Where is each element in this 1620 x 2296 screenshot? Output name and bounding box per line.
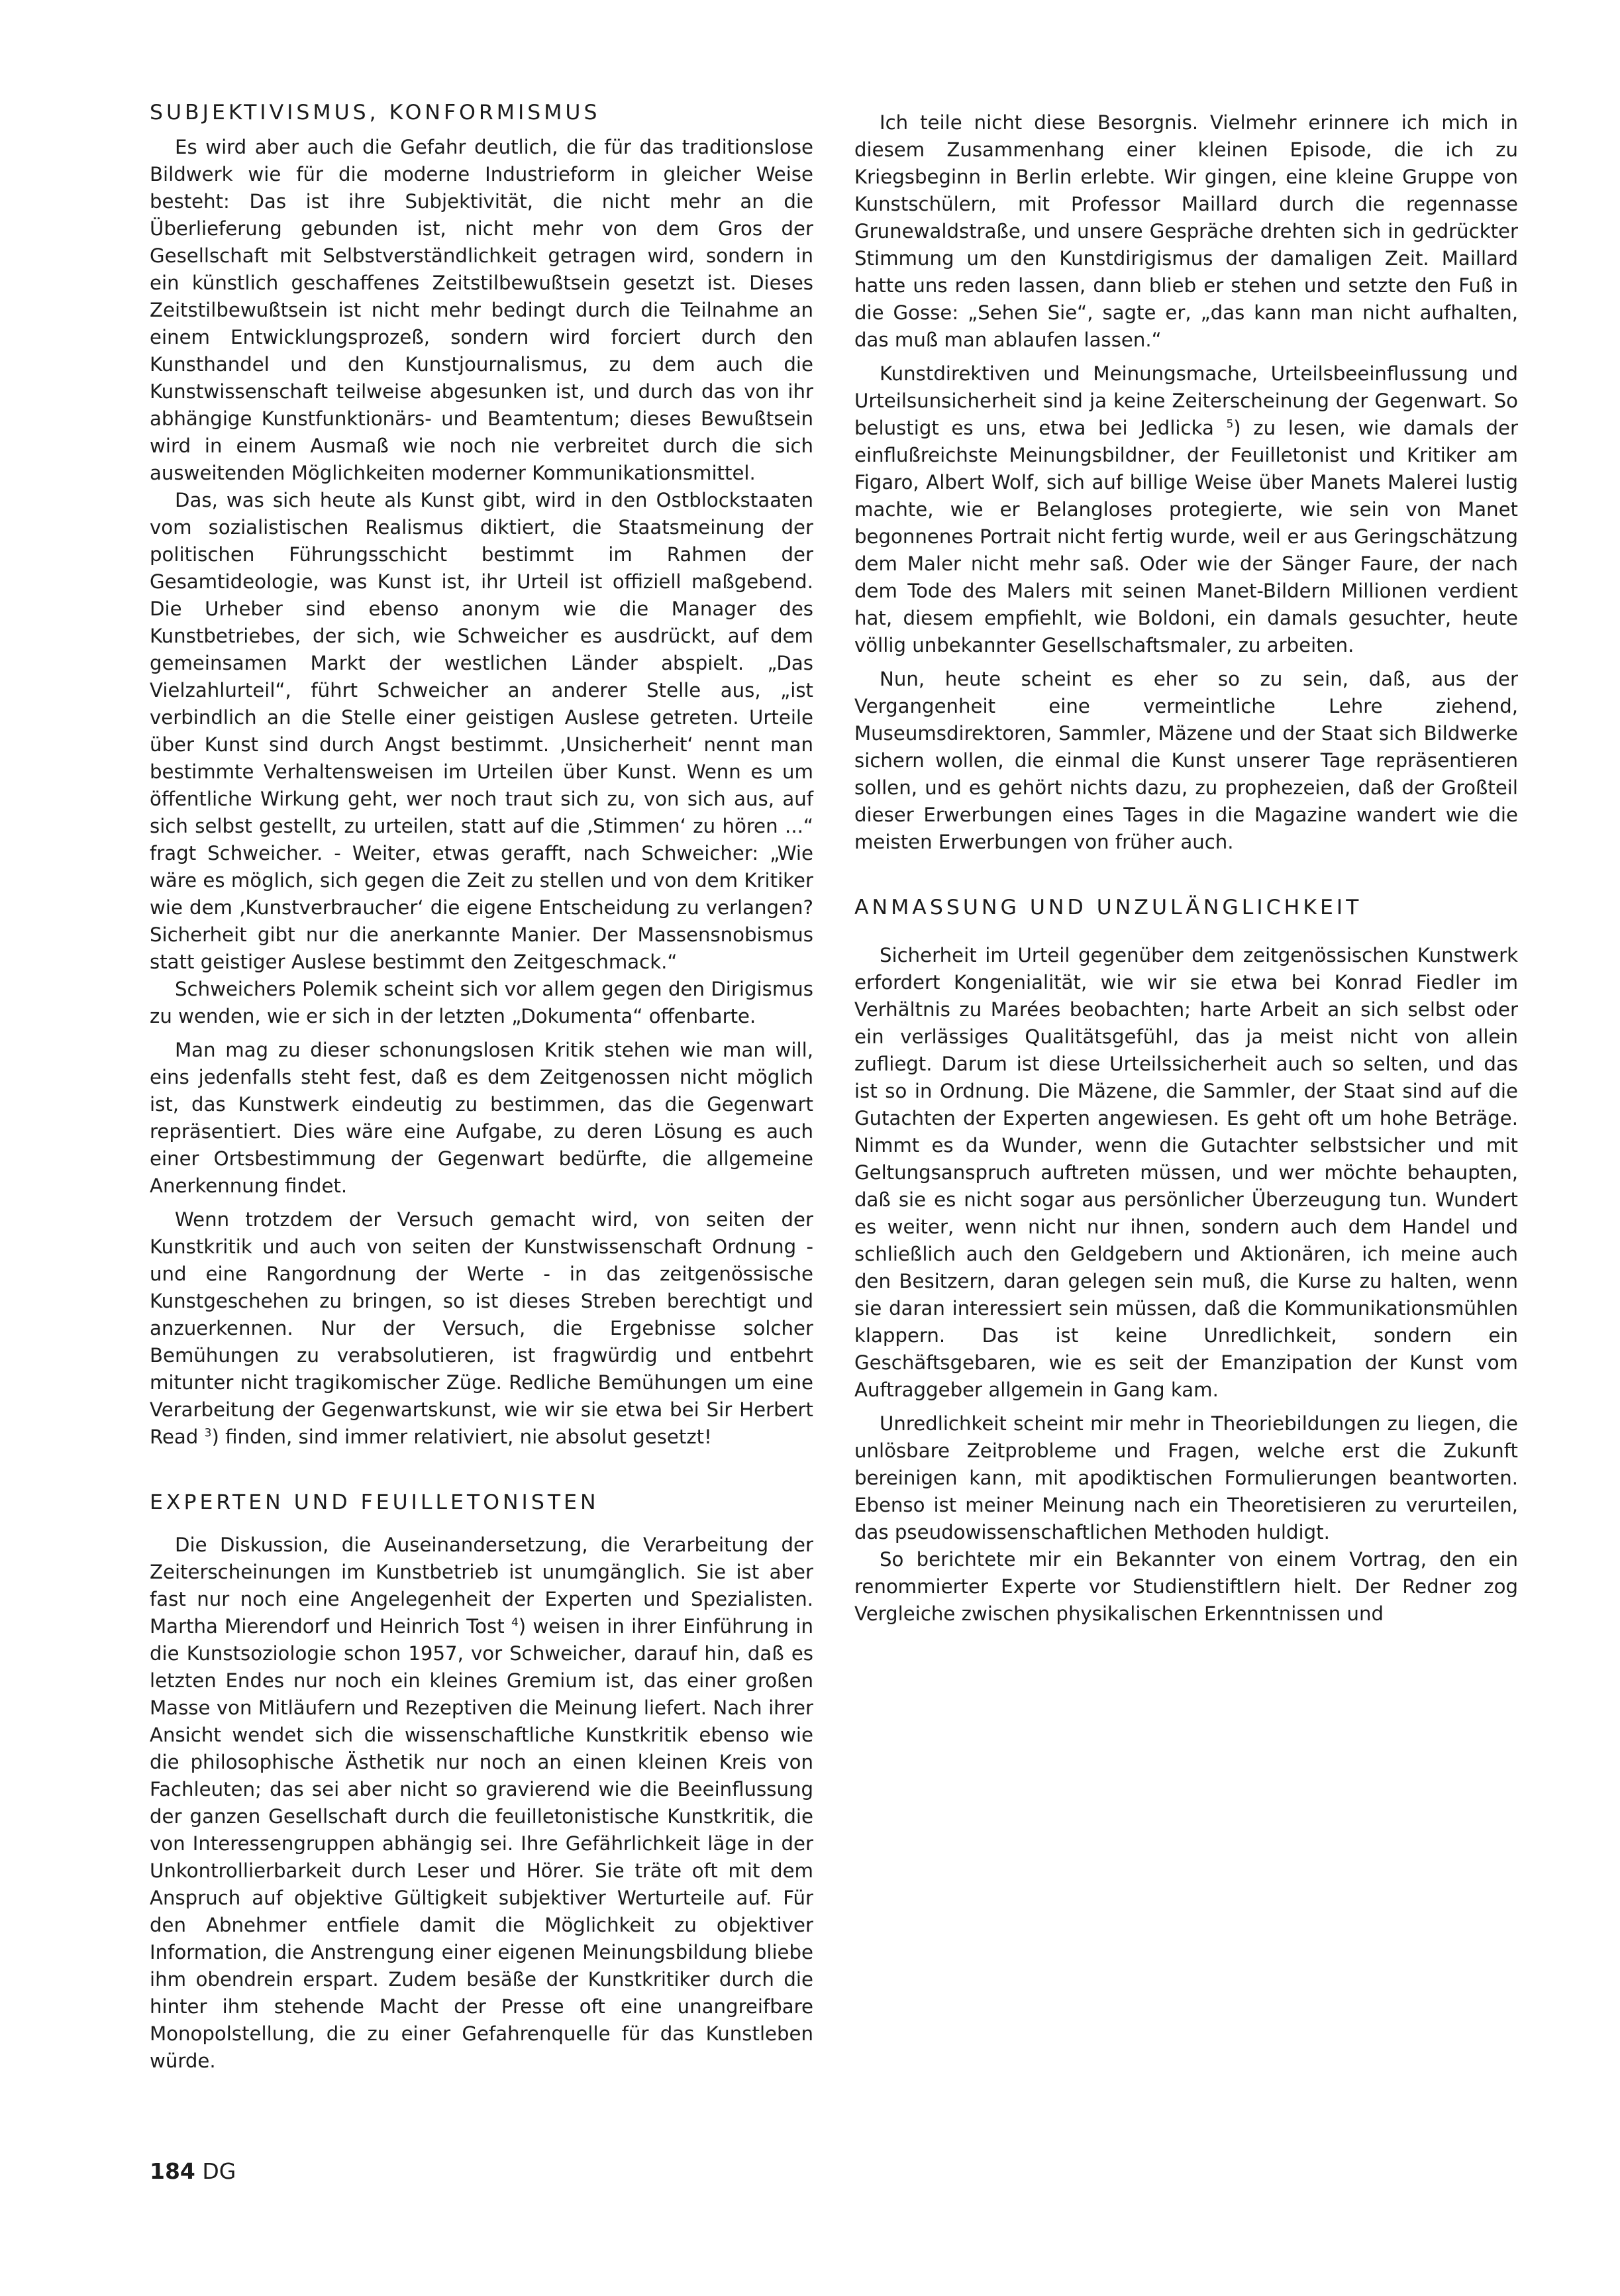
heading-experten: EXPERTEN UND FEUILLETONISTEN — [150, 1490, 599, 1514]
paragraph-subjektivismus-3: Schweichers Polemik scheint sich vor allem gegen den Dirigismus zu wenden, wie er sich in der letzten „Dokumenta“ offenbarte. — [150, 978, 813, 1027]
page-footer — [150, 2158, 236, 2184]
text-segment: ) weisen in ihrer Einführung in die Kunstsoziologie schon 1957, vor Schweicher, darauf hin, daß es letzten Endes nur noch ein kleines Gremium ist, das einer großen Masse von Mitläufern und Rezeptiven die Meinung liefert. Nach ihrer Ansicht wendet sich die wissenschaftliche Kunstkritik ebenso wie die philosophische Ästhetik nur noch an einen kleinen Kreis von Fachleuten; das sei aber nicht so gravierend wie die Beeinflussung der ganzen Gesellschaft durch die feuilletonistische Kunstkritik, die von Interessengruppen abhängig sei. Ihre Gefährlichkeit läge in der Unkontrollierbarkeit durch Leser und Hörer. Sie träte oft mit dem Anspruch auf objektive Gültigkeit subjektiver Werturteile auf. Für den Abnehmer entfiele damit die Möglichkeit zu objektiver Information, die Anstrengung einer eigenen Meinungsbildung bliebe ihm obendrein erspart. Zudem besäße der Kunstkritiker durch die hinter ihm stehende Macht der Presse oft eine unangreifbare Monopolstellung, die zu einer Gefahrenquelle für das Kunstleben würde. — [150, 1615, 813, 2072]
journal-abbreviation: DG — [202, 2158, 236, 2184]
paragraph-subjektivismus-4: Man mag zu dieser schonungslosen Kritik stehen wie man will, eins jedenfalls steht fest, daß es dem Zeitgenossen nicht möglich ist, das Kunstwerk eindeutig zu bestimmen, das die Gegenwart repräsentiert. Dies wäre eine Aufgabe, zu deren Lösung es auch einer Ortsbestimmung der Gegenwart bedürfte, die allgemeine Anerkennung findet. — [150, 1039, 813, 1197]
paragraph-experten-4: Nun, heute scheint es eher so zu sein, daß, aus der Vergangenheit eine vermeintliche Lehre ziehend, Museumsdirektoren, Sammler, Mäzene und der Staat sich Bildwerke sichern wollen, die einmal die Kunst unserer Tage repräsentieren sollen, und es gehört nichts dazu, zu prophezeien, daß der Großteil dieser Erwerbungen eines Tages in die Magazine wandert wie die meisten Erwerbungen von früher auch. — [854, 668, 1518, 853]
paragraph-anmassung-2: Unredlichkeit scheint mir mehr in Theoriebildungen zu liegen, die unlösbare Zeitprobleme und Fragen, welche erst die Zukunft bereinigen kann, mit apodiktischen Formulierungen beantworten. Ebenso ist meiner Meinung nach ein Theoretisieren zu verurteilen, das pseudowissenschaftlichen Methoden huldigt. — [854, 1412, 1518, 1543]
text-segment: Die Diskussion, die Auseinandersetzung, die Verarbeitung der Zeiterscheinungen im Kunstbetrieb ist unumgänglich. Sie ist aber fast nur noch eine Angelegenheit der Experten und Spezialisten. Martha Mierendorf und Heinrich Tost — [150, 1534, 813, 1638]
text-segment: Kunstdirektiven und Meinungsmache, Urteilsbeeinflussung und Urteilsunsicherheit sind ja keine Zeiterscheinung der Gegenwart. So belustigt es uns, etwa bei Jedlicka — [854, 362, 1518, 439]
footnote-ref-3: 3 — [204, 1426, 212, 1440]
footnote-ref-4: 4 — [511, 1616, 519, 1630]
text-segment: Wenn trotzdem der Versuch gemacht wird, von seiten der Kunstkritik und auch von seiten der Kunstwissenschaft Ordnung - und eine Rangordnung der Werte - in das zeitgenössische Kunstgeschehen zu bringen, so ist dieses Streben berechtigt und anzuerkennen. Nur der Versuch, die Ergebnisse solcher Bemühungen zu verabsolutieren, ist fragwürdig und entbehrt mitunter nicht tragikomischer Züge. Redliche Bemühungen um eine Verarbeitung der Gegenwartskunst, wie wir sie etwa bei Sir Herbert Read — [150, 1208, 813, 1448]
footnote-ref-5: 5 — [1226, 417, 1234, 431]
paragraph-subjektivismus-2: Das, was sich heute als Kunst gibt, wird in den Ostblockstaaten vom sozialistischen Realismus diktiert, die Staatsmeinung der politischen Führungsschicht bestimmt im Rahmen der Gesamtideologie, was Kunst ist, ihr Urteil ist offiziell maßgebend. Die Urheber sind ebenso anonym wie die Manager des Kunstbetriebes, der sich, wie Schweicher es ausdrückt, auf dem gemeinsamen Markt der westlichen Länder abspielt. „Das Vielzahlurteil“, führt Schweicher an anderer Stelle aus, „ist verbindlich an die Stelle einer geistigen Auslese getreten. Urteile über Kunst sind durch Angst bestimmt. ‚Unsicherheit‘ nennt man bestimmte Verhaltensweisen im Urteilen über Kunst. Wenn es um öffentliche Wirkung geht, wer noch traut sich zu, von sich aus, auf sich selbst gestellt, zu urteilen, statt auf die ‚Stimmen‘ zu hören ...“ fragt Schweicher. - Weiter, etwas gerafft, nach Schweicher: „Wie wäre es möglich, sich gegen die Zeit zu stellen und von dem Kritiker wie dem ‚Kunstverbraucher‘ die eigene Entscheidung zu verlangen? Sicherheit gibt nur die anerkannte Manier. Der Massensnobismus statt geistiger Auslese bestimmt den Zeitgeschmack.“ — [150, 489, 813, 973]
paragraph-anmassung-1: Sicherheit im Urteil gegenüber dem zeitgenössischen Kunstwerk erfordert Kongenialität, wie wir sie etwa bei Konrad Fiedler im Verhältnis zu Marées beobachten; harte Arbeit an sich selbst oder ein verlässiges Qualitätsgefühl, das ja meist nicht von allein zufliegt. Darum ist diese Urteilssicherheit auch so selten, und das ist so in Ordnung. Die Mäzene, die Sammler, der Staat sind auf die Gutachten der Experten angewiesen. Es geht oft um hohe Beträge. Nimmt es da Wunder, wenn die Gutachter selbstsicher und mit Geltungsanspruch auftreten müssen, und wer möchte behaupten, daß sie es nicht sogar aus persönlicher Überzeugung tun. Wundert es weiter, wenn nicht nur ihnen, sondern auch dem Handel und schließlich auch den Geldgebern und Aktionären, ich meine auch den Besitzern, daran gelegen sein muß, die Kurse zu halten, wenn sie daran interessiert sein müssen, daß die Kommunikationsmühlen klappern. Das ist keine Unredlichkeit, sondern ein Geschäftsgebaren, wie es seit der Emanzipation der Kunst vom Auftraggeber allgemein in Gang kam. — [854, 944, 1518, 1401]
paragraph-experten-3 — [854, 360, 1518, 659]
text-segment: ) zu lesen, wie damals der einflußreichste Meinungsbildner, der Feuilletonist und Kritiker am Figaro, Albert Wolf, sich auf billige Weise über Manets Malerei lustig machte, wie er Belangloses protegierte, wie sein von Manet begonnenes Portrait nicht fertig wurde, weil er aus Geringschätzung dem Maler nicht mehr saß. Oder wie der Sänger Faure, der nach dem Tode des Malers mit seinen Manet-Bildern Millionen verdient hat, diesem empfiehlt, wie Boldoni, ein damals gesuchter, heute völlig unbekannter Gesellschaftsmaler, zu arbeiten. — [854, 417, 1518, 656]
page-number: 184 — [150, 2158, 195, 2184]
paragraph-experten-2: Ich teile nicht diese Besorgnis. Vielmehr erinnere ich mich in diesem Zusammenhang einer kleinen Episode, die ich zu Kriegsbeginn in Berlin erlebte. Wir gingen, eine kleine Gruppe von Kunstschülern, mit Professor Maillard durch die regennasse Grunewaldstraße, und unsere Gespräche drehten sich in gedrückter Stimmung um den Kunstdirigismus der damaligen Zeit. Maillard hatte uns reden lassen, dann blieb er stehen und setzte den Fuß in die Gosse: „Sehen Sie“, sagte er, „das kann man nicht aufhalten, das muß man ablaufen lassen.“ — [854, 111, 1518, 351]
left-column — [150, 99, 813, 2075]
paragraph-experten-1 — [150, 1532, 813, 2075]
heading-anmassung: ANMASSUNG UND UNZULÄNGLICHKEIT — [854, 896, 1362, 919]
text-segment: ) finden, sind immer relativiert, nie absolut gesetzt! — [211, 1426, 712, 1448]
paragraph-subjektivismus-1: Es wird aber auch die Gefahr deutlich, die für das traditionslose Bildwerk wie für die moderne Industrieform in gleicher Weise besteht: Das ist ihre Subjektivität, die nicht mehr an die Überlieferung gebunden ist, nicht mehr von dem Gros der Gesellschaft mit Selbstverständlichkeit getragen wird, sondern in ein künstlich geschaffenes Zeitstilbewußtsein gesetzt ist. Dieses Zeitstilbewußtsein ist nicht mehr bedingt durch die Teilnahme an einem Entwicklungsprozeß, sondern wird forciert durch den Kunsthandel und den Kunstjournalismus, zu dem auch die Kunstwissenschaft teilweise abgesunken ist, und durch das von ihr abhängige Kunstfunktionärs- und Beamtentum; dieses Bewußtsein wird in einem Ausmaß wie noch nie verbreitet durch die sich ausweitenden Möglichkeiten moderner Kommunikationsmittel. — [150, 136, 813, 484]
paragraph-subjektivismus-5 — [150, 1206, 813, 1451]
heading-subjektivismus: SUBJEKTIVISMUS, KONFORMISMUS — [150, 101, 601, 125]
paragraph-anmassung-3: So berichtete mir ein Bekannter von einem Vortrag, den ein renommierter Experte vor Studienstiftlern hielt. Der Redner zog Vergleiche zwischen physikalischen Erkenntnissen und — [854, 1548, 1518, 1625]
right-column — [854, 101, 1518, 1628]
